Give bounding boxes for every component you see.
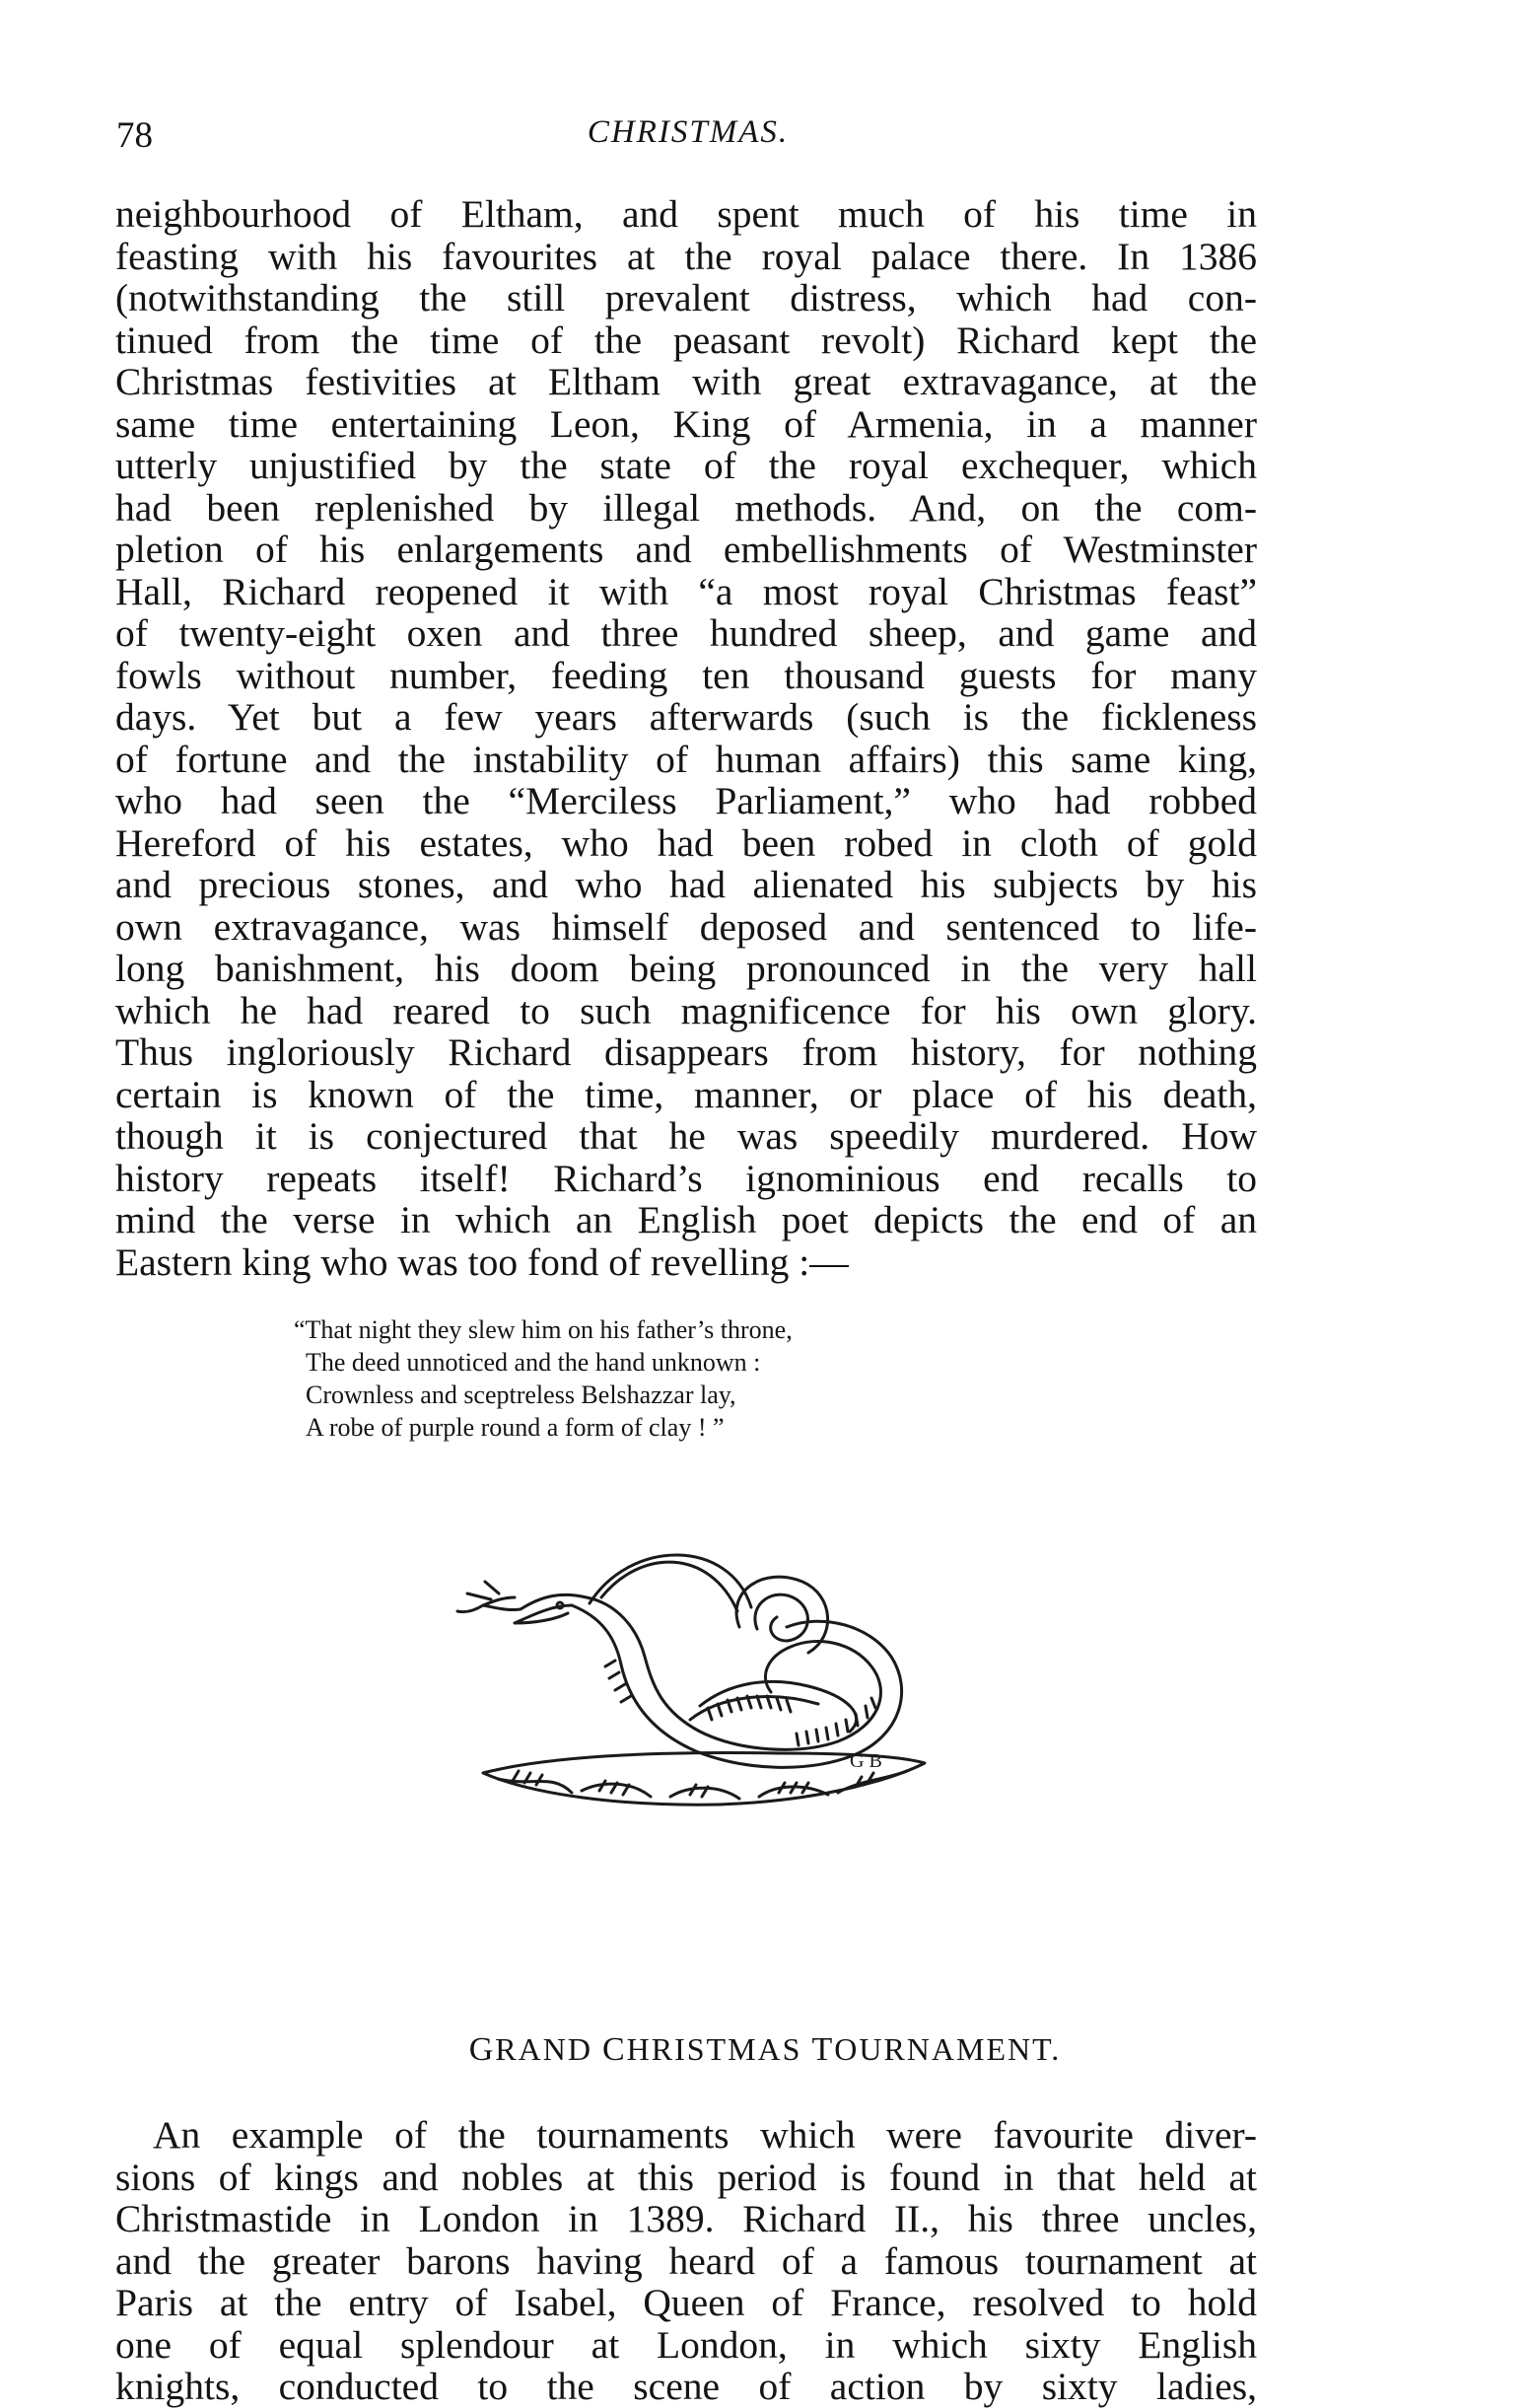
caption-text: HRISTMAS: [626, 2031, 802, 2067]
caption-text: RAND: [495, 2031, 592, 2067]
text-line: Eastern king who was too fond of revelling :—: [115, 1239, 849, 1284]
section-heading: [0, 2031, 1530, 2069]
text-line: and the greater barons having heard of a famous tournament at: [115, 2238, 1257, 2283]
text-line: certain is known of the time, manner, or place of his death,: [115, 1072, 1257, 1116]
text-line: who had seen the “Merciless Parliament,” who had robbed: [115, 779, 1257, 822]
verse-line: Crownless and sceptreless Belshazzar lay,: [306, 1381, 736, 1409]
page-header: [116, 114, 1260, 164]
caption-initial: T: [811, 2031, 835, 2068]
serpent-illustration: [404, 1509, 956, 1834]
running-title: CHRISTMAS.: [587, 114, 790, 150]
text-line: mind the verse in which an English poet depicts the end of an: [115, 1198, 1257, 1241]
caption-text: OURNAMENT.: [834, 2031, 1062, 2067]
text-line: An example of the tournaments which were favourite diver-: [153, 2113, 1257, 2157]
text-line: pletion of his enlargements and embellishments of Westminster: [115, 528, 1257, 571]
text-line: had been replenished by illegal methods. And, on the com-: [115, 485, 1257, 530]
text-line: one of equal splendour at London, in which sixty English: [115, 2322, 1257, 2367]
text-line: Paris at the entry of Isabel, Queen of France, resolved to hold: [115, 2281, 1257, 2324]
caption-initial: C: [601, 2031, 627, 2068]
text-line: neighbourhood of Eltham, and spent much of his time in: [115, 192, 1257, 236]
text-line: Christmastide in London in 1389. Richard II., his three uncles,: [115, 2197, 1257, 2240]
text-line: long banishment, his doom being pronounced in the very hall: [115, 947, 1257, 990]
text-line: Hereford of his estates, who had been robed in cloth of gold: [115, 820, 1257, 865]
text-line: Hall, Richard reopened it with “a most royal Christmas feast”: [115, 569, 1257, 613]
text-line: utterly unjustified by the state of the royal exchequer, which: [115, 444, 1257, 487]
verse-line: A robe of purple round a form of clay ! ”: [306, 1413, 725, 1442]
verse-line: The deed unnoticed and the hand unknown :: [306, 1348, 761, 1377]
text-line: knights, conducted to the scene of action by sixty ladies,: [115, 2365, 1257, 2408]
text-line: sions of kings and nobles at this period is found in that held at: [115, 2155, 1257, 2199]
text-line: of twenty-eight oxen and three hundred sheep, and game and: [115, 611, 1257, 655]
verse-line: “That night they slew him on his father’s throne,: [294, 1315, 793, 1344]
text-line: days. Yet but a few years afterwards (such is the fickleness: [115, 695, 1257, 739]
text-line: feasting with his favourites at the royal palace there. In 1386: [115, 234, 1257, 278]
text-line: tinued from the time of the peasant revolt) Richard kept the: [115, 318, 1257, 362]
verse-quotation: [294, 1313, 793, 1444]
text-line: fowls without number, feeding ten thousand guests for many: [115, 653, 1257, 697]
text-line: Christmas festivities at Eltham with great extravagance, at the: [115, 360, 1257, 403]
engraver-initials: G B: [850, 1750, 882, 1772]
text-line: (notwithstanding the still prevalent distress, which had con-: [115, 276, 1257, 319]
paragraph-tournament: [115, 2114, 1257, 2408]
text-line: same time entertaining Leon, King of Armenia, in a manner: [115, 401, 1257, 446]
text-line: history repeats itself! Richard’s ignominious end recalls to: [115, 1156, 1257, 1200]
text-line: own extravagance, was himself deposed and sentenced to life-: [115, 904, 1257, 949]
paragraph-richard-ii: [115, 193, 1257, 1283]
text-line: which he had reared to such magnificence for his own glory.: [115, 988, 1257, 1032]
caption-initial: G: [468, 2031, 496, 2068]
text-line: though it is conjectured that he was speedily murdered. How: [115, 1114, 1257, 1158]
text-line: Thus ingloriously Richard disappears from history, for nothing: [115, 1030, 1257, 1074]
page-number: 78: [116, 115, 153, 156]
text-line: of fortune and the instability of human affairs) this same king,: [115, 737, 1257, 781]
text-line: and precious stones, and who had alienated his subjects by his: [115, 863, 1257, 906]
